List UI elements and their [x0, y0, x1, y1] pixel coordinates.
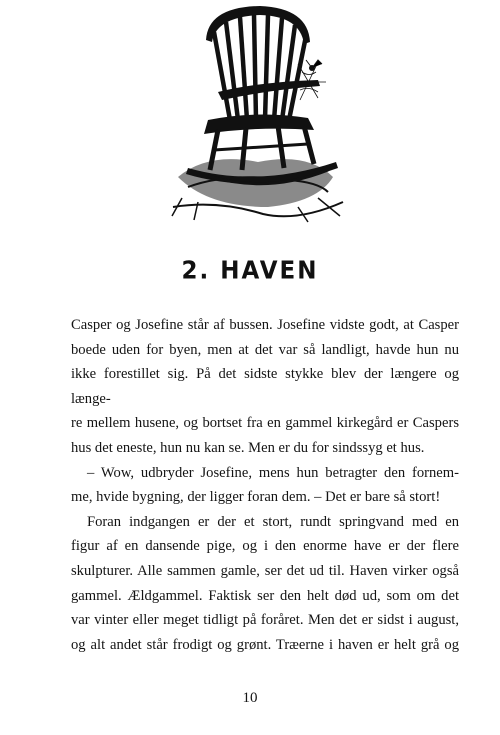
body-text [71, 313, 459, 657]
chapter-title: 2. HAVEN [181, 256, 319, 286]
text-line: var vinter eller meget tidligt på foråret. Men det er sidst i august, [71, 612, 459, 629]
page-number: 10 [242, 690, 258, 706]
text-line: Foran indgangen er der et stort, rundt springvand med en [87, 513, 459, 530]
text-line: gammel. Ældgammel. Faktisk ser den helt død ud, som om det [71, 587, 459, 604]
text-line: hus det eneste, hun nu kan se. Men er du for sindssyg et hus. [71, 439, 425, 456]
text-line: Casper og Josefine står af bussen. Josefine vidste godt, at Casper [71, 317, 459, 333]
text-line: boede uden for byen, men at det var så landligt, havde hun nu [71, 341, 459, 358]
text-line: – Wow, udbryder Josefine, mens hun betragter den fornem- [87, 464, 459, 481]
text-line: ikke forestillet sig. På det sidste stykke blev der længere og længe- [71, 366, 459, 407]
rocking-chair-icon [168, 2, 348, 224]
text-line: figur af en dansende pige, og i den enorme have er der flere [71, 538, 459, 555]
text-line: re mellem husene, og bortset fra en gammel kirkegård er Caspers [71, 415, 459, 432]
text-line: me, hvide bygning, der ligger foran dem. – Det er bare så stort! [71, 489, 441, 506]
text-line: skulpturer. Alle sammen gamle, ser det ud til. Haven virker også [71, 562, 459, 579]
text-line: og alt andet står frodigt og grønt. Træerne i haven er helt grå og [71, 636, 459, 653]
